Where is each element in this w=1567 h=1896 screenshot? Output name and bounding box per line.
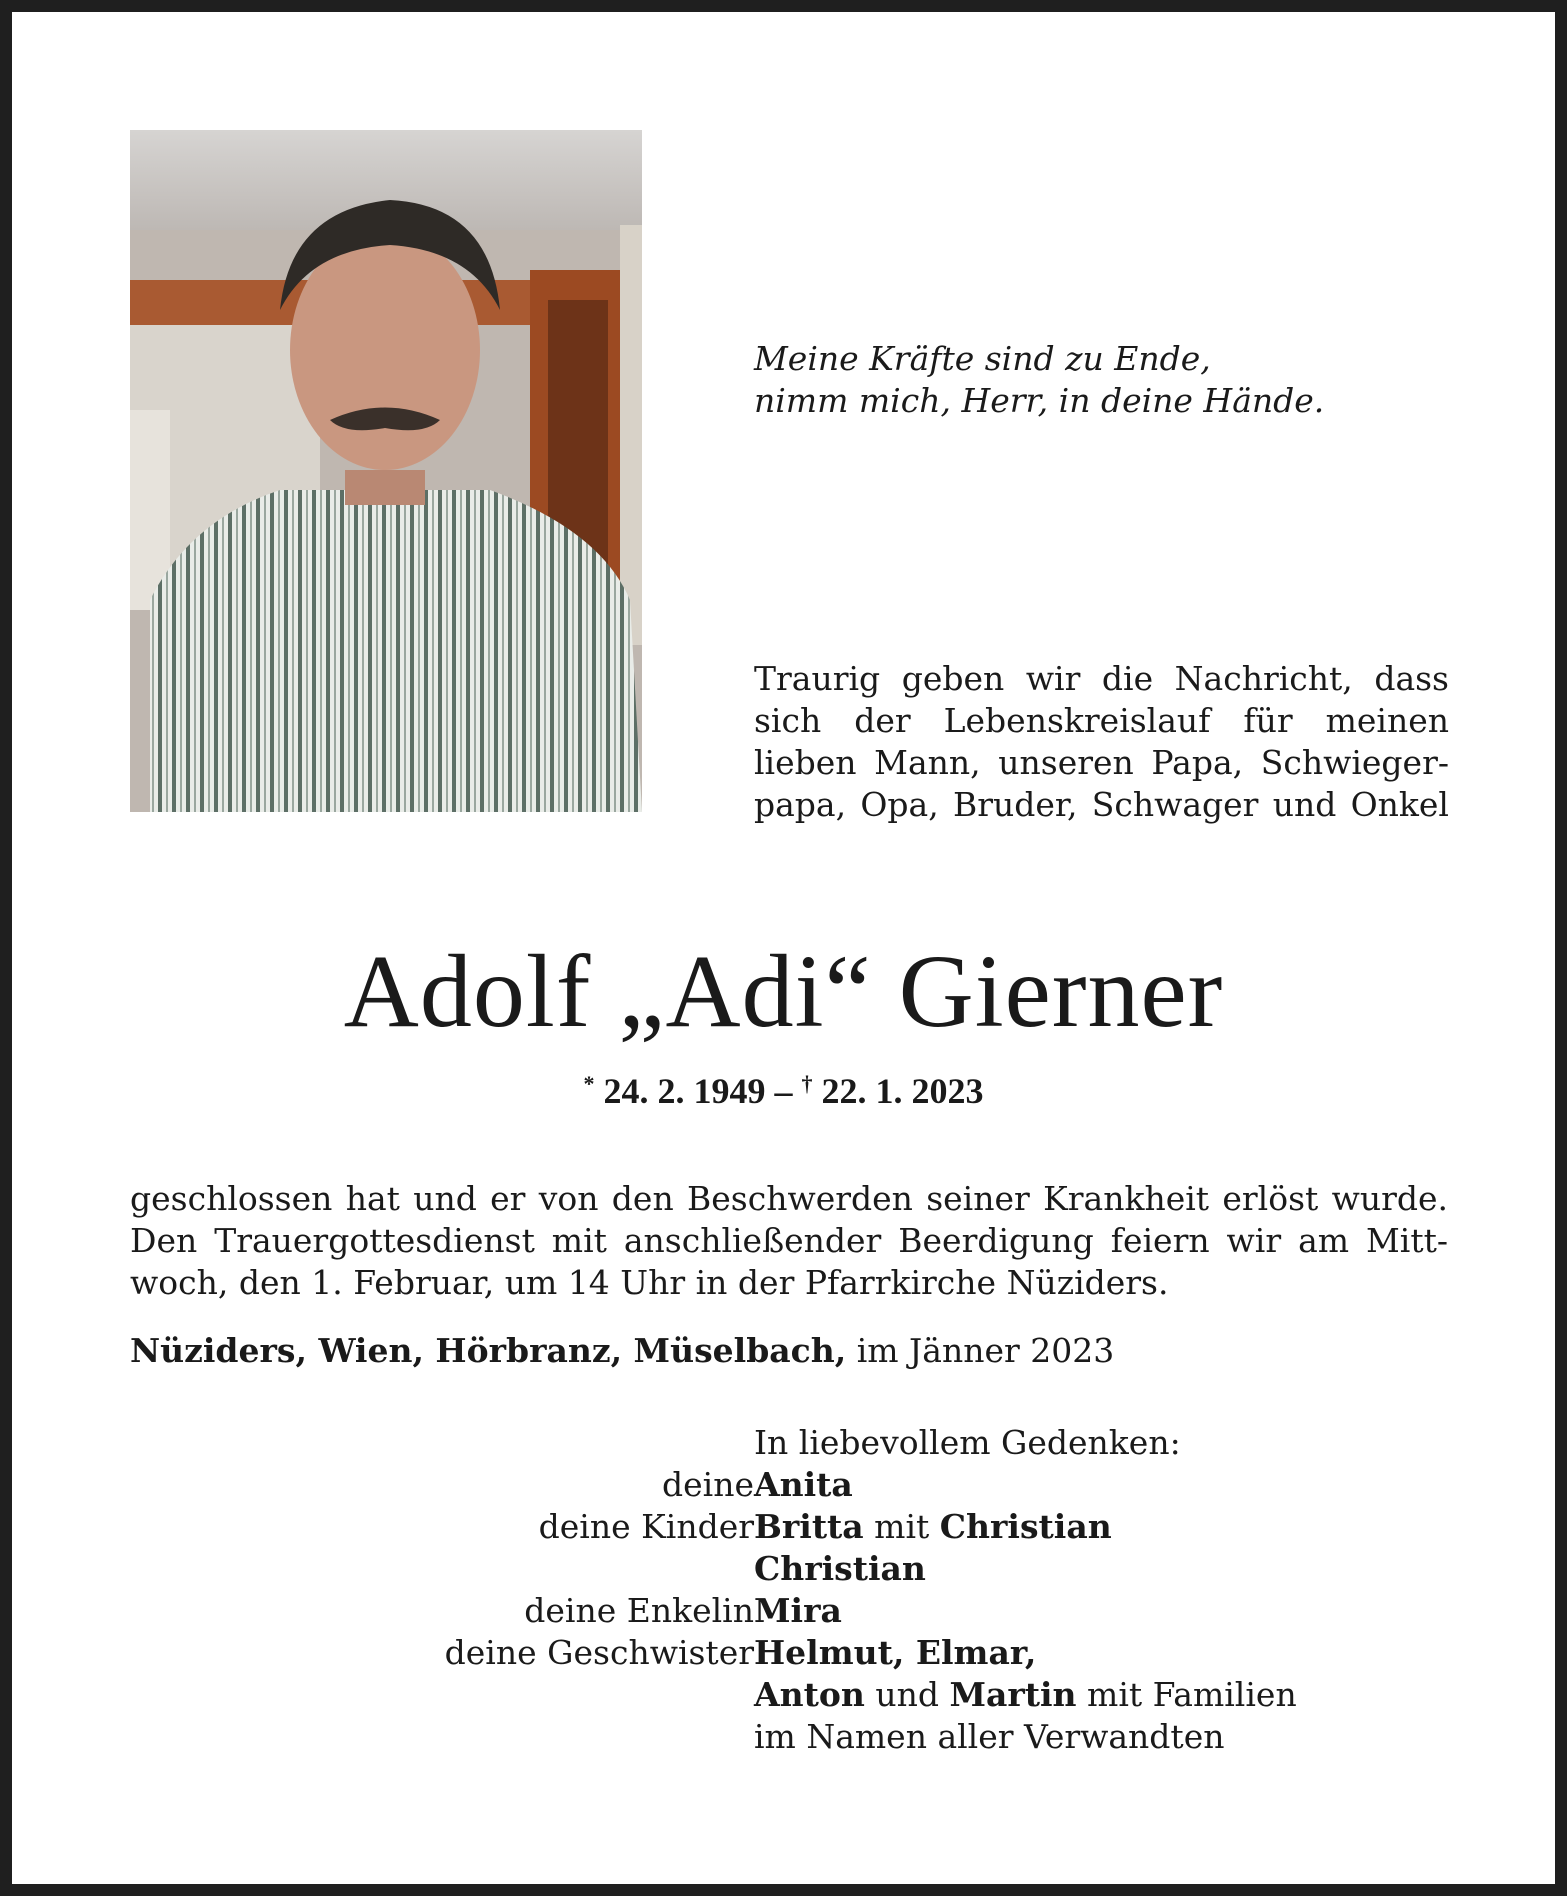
mourner-names: [754, 1548, 926, 1590]
place-date: im Jänner 2023: [846, 1331, 1115, 1370]
mourner-row: [130, 1674, 1448, 1716]
place-and-date: [130, 1330, 1448, 1372]
mourner-name: Martin: [949, 1675, 1077, 1714]
portrait-photo: [130, 130, 642, 812]
birth-date: 24. 2. 1949: [603, 1071, 766, 1111]
mourner-name: Christian: [754, 1549, 926, 1588]
deceased-name: Adolf „Adi“ Gierner: [343, 934, 1224, 1049]
announcement-intro: [754, 658, 1449, 826]
mourner-name: Anton: [754, 1675, 865, 1714]
life-dates: [12, 1062, 1555, 1113]
intro-line: sich der Lebenskreislauf für meinen: [754, 701, 1449, 740]
mourner-row: [130, 1506, 1448, 1548]
intro-line: lieben Mann, unseren Papa, Schwieger-: [754, 743, 1449, 782]
mourner-name: Britta: [754, 1507, 864, 1546]
memorial-quote: [754, 338, 1394, 422]
mourner-row: [130, 1548, 1448, 1590]
body-line: geschlossen hat und er von den Beschwerden seiner Krankheit erlöst wurde.: [130, 1179, 1448, 1218]
mourner-names: [754, 1674, 1297, 1716]
death-date: 22. 1. 2023: [821, 1071, 984, 1111]
mourner-label: deine Geschwister: [444, 1633, 754, 1672]
date-separator: –: [774, 1071, 793, 1111]
mourner-row: [130, 1590, 1448, 1632]
mourner-names: [754, 1506, 1112, 1548]
connector-text: mit Familien: [1076, 1675, 1297, 1714]
mourner-name: Helmut, Elmar,: [754, 1633, 1037, 1672]
mourner-name: Christian: [939, 1507, 1112, 1546]
intro-line: papa, Opa, Bruder, Schwager und Onkel: [754, 785, 1449, 824]
service-announcement: [130, 1178, 1448, 1304]
mourner-name: Mira: [754, 1591, 842, 1630]
birth-symbol: *: [583, 1071, 595, 1096]
mourner-label: deine Enkelin: [524, 1591, 754, 1630]
quote-line: Meine Kräfte sind zu Ende,: [754, 339, 1211, 378]
place-cities: Nüziders, Wien, Hörbranz, Müselbach,: [130, 1331, 847, 1370]
mourners-heading: In liebevollem Gedenken:: [754, 1423, 1181, 1462]
connector-text: mit: [863, 1507, 940, 1546]
mourner-label: deine Kinder: [538, 1507, 754, 1546]
connector-text: und: [864, 1675, 950, 1714]
mourner-names: [754, 1590, 842, 1632]
mourner-name: Anita: [754, 1465, 853, 1504]
mourner-row: [130, 1632, 1448, 1674]
mourner-label: deine: [662, 1465, 754, 1504]
mourner-names: [754, 1464, 853, 1506]
death-symbol: †: [801, 1071, 813, 1096]
relatives-note: im Namen aller Verwandten: [754, 1717, 1225, 1756]
mourner-row: [130, 1716, 1448, 1758]
body-line: Den Trauergottesdienst mit anschließender Beerdigung feiern wir am Mitt-: [130, 1221, 1448, 1260]
body-line: woch, den 1. Februar, um 14 Uhr in der Pfarrkirche Nüziders.: [130, 1263, 1169, 1302]
mourner-names: [754, 1632, 1036, 1674]
portrait-image: [130, 130, 642, 812]
quote-line: nimm mich, Herr, in deine Hände.: [754, 381, 1325, 420]
intro-line: Traurig geben wir die Nachricht, dass: [754, 659, 1449, 698]
mourner-row: [130, 1464, 1448, 1506]
